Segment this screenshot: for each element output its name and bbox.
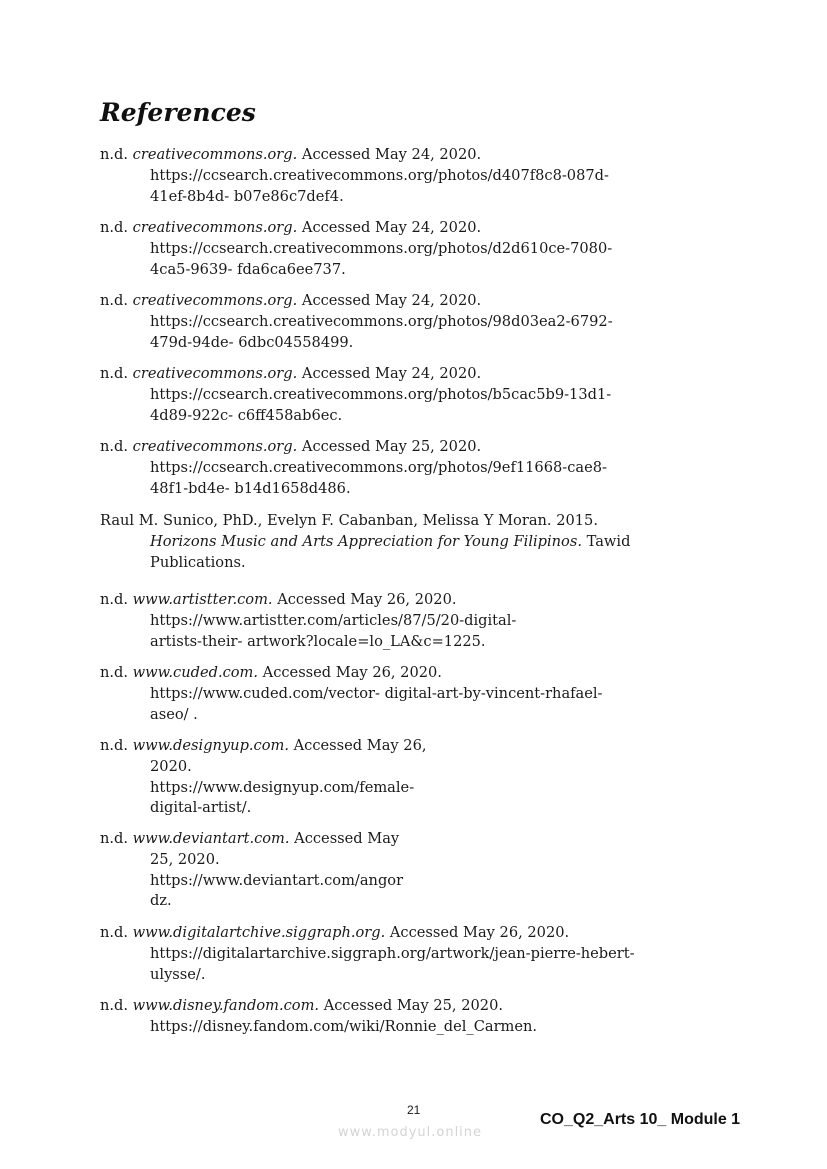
watermark: www.modyul.online [338,1125,483,1140]
reference-entry: n.d. www.digitalartchive.siggraph.org. Accessed May 26, 2020. https://digitalartarchive.siggraph.org/artwork/jean-pierre-hebert- ulysse/. [100,924,635,983]
reference-url: https://www.designyup.com/female- [150,778,415,796]
book-authors: Raul M. Sunico, PhD., Evelyn F. Cabanban, Melissa Y Moran. 2015. [100,512,598,529]
reference-url: https://disney.fandom.com/wiki/Ronnie_del_Carmen. [150,1017,538,1035]
reference-entry: n.d. www.deviantart.com. Accessed May 25, 2020. https://www.deviantart.com/angor dz. [100,830,404,910]
reference-entry: n.d. creativecommons.org. Accessed May 24, 2020. https://ccsearch.creativecommons.org/photos/d407f8c8-087d- 41ef-8b4d- b07e86c7def4. [100,146,609,205]
book-title: Horizons Music and Arts Appreciation for Young Filipinos. [150,532,582,550]
reference-url: https://www.artistter.com/articles/87/5/20-digital- [150,611,517,629]
reference-url: https://ccsearch.creativecommons.org/photos/d2d610ce-7080- [150,239,613,257]
reference-url: https://ccsearch.creativecommons.org/photos/9ef11668-cae8- [150,458,607,476]
module-label: CO_Q2_Arts 10_ Module 1 [540,1111,741,1128]
reference-entry: n.d. www.designyup.com. Accessed May 26, 2020. https://www.designyup.com/female- digital-artist/. [100,737,427,817]
reference-url: https://ccsearch.creativecommons.org/photos/d407f8c8-087d- [150,166,609,184]
reference-entry: n.d. www.artistter.com. Accessed May 26, 2020. https://www.artistter.com/articles/87/5/20-digital- artists-their- artwork?locale=lo_LA&c=1225. [100,591,517,650]
reference-entry-book: Raul M. Sunico, PhD., Evelyn F. Cabanban, Melissa Y Moran. 2015. Horizons Music and Arts Appreciation for Young Filipinos. Tawid Publications. [100,512,631,571]
reference-entry: n.d. www.disney.fandom.com. Accessed May 25, 2020. https://disney.fandom.com/wiki/Ronnie_del_Carmen. [100,996,537,1038]
reference-url: https://digitalartarchive.siggraph.org/artwork/jean-pierre-hebert- [150,944,635,962]
reference-url: https://ccsearch.creativecommons.org/photos/98d03ea2-6792- [150,312,613,330]
reference-entry: n.d. creativecommons.org. Accessed May 24, 2020. https://ccsearch.creativecommons.org/photos/d2d610ce-7080- 4ca5-9639- fda6ca6ee737. [100,219,613,278]
reference-entry: n.d. creativecommons.org. Accessed May 24, 2020. https://ccsearch.creativecommons.org/photos/b5cac5b9-13d1- 4d89-922c- c6ff458ab6ec. [100,365,612,424]
page-number: 21 [407,1103,421,1117]
reference-entry: n.d. www.cuded.com. Accessed May 26, 2020. https://www.cuded.com/vector- digital-art-by-vincent-rhafael- aseo/ . [100,664,603,723]
reference-url: https://ccsearch.creativecommons.org/photos/b5cac5b9-13d1- [150,385,612,403]
page-title: References [100,98,256,127]
reference-url: https://www.deviantart.com/angor [150,871,404,889]
reference-entry: n.d. creativecommons.org. Accessed May 24, 2020. https://ccsearch.creativecommons.org/photos/98d03ea2-6792- 479d-94de- 6dbc04558499. [100,292,613,351]
reference-url: https://www.cuded.com/vector- digital-art-by-vincent-rhafael- [150,684,603,702]
reference-entry: n.d. creativecommons.org. Accessed May 25, 2020. https://ccsearch.creativecommons.org/photos/9ef11668-cae8- 48f1-bd4e- b14d1658d486. [100,438,607,497]
